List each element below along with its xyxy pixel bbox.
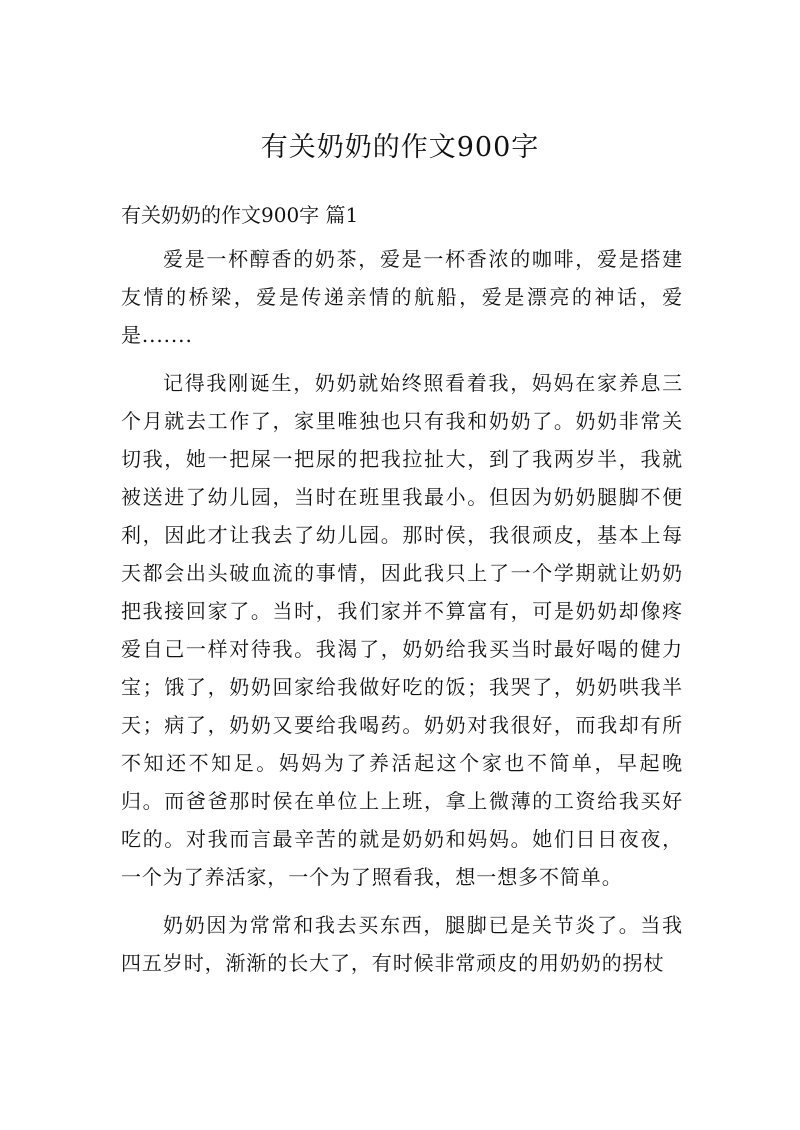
paragraph-2: 记得我刚诞生，奶奶就始终照看着我，妈妈在家养息三个月就去工作了，家里唯独也只有我和奶奶了。奶奶非常关切我，她一把屎一把尿的把我拉扯大，到了我两岁半，我就被送进了幼儿园，当时在班里我最小。但因为奶奶腿脚不便利，因此才让我去了幼儿园。那时侯，我很顽皮，基本上每天都会出头破血流的事情，因此我只上了一个学期就让奶奶把我接回家了。当时，我们家并不算富有，可是奶奶却像疼爱自己一样对待我。我渴了，奶奶给我买当时最好喝的健力宝；饿了，奶奶回家给我做好吃的饭；我哭了，奶奶哄我半天；病了，奶奶又要给我喝药。奶奶对我很好，而我却有所不知还不知足。妈妈为了养活起这个家也不简单，早起晚归。而爸爸那时侯在单位上上班，拿上微薄的工资给我买好吃的。对我而言最辛苦的就是奶奶和妈妈。她们日日夜夜，一个为了养活家，一个为了照看我，想一想多不简单。 [121,371,683,889]
essay-heading: 有关奶奶的作文900字 篇1 [121,203,359,227]
paragraph-3: 奶奶因为常常和我去买东西，腿脚已是关节炎了。当我四五岁时，渐渐的长大了，有时候非常顽皮的用奶奶的拐杖 [121,913,683,975]
essay-body [121,240,683,982]
document-title: 有关奶奶的作文900字 [260,132,540,163]
paragraph-1: 爱是一杯醇香的奶茶，爱是一杯香浓的咖啡，爱是搭建友情的桥梁，爱是传递亲情的航船，爱是漂亮的神话，爱是....... [121,247,683,347]
